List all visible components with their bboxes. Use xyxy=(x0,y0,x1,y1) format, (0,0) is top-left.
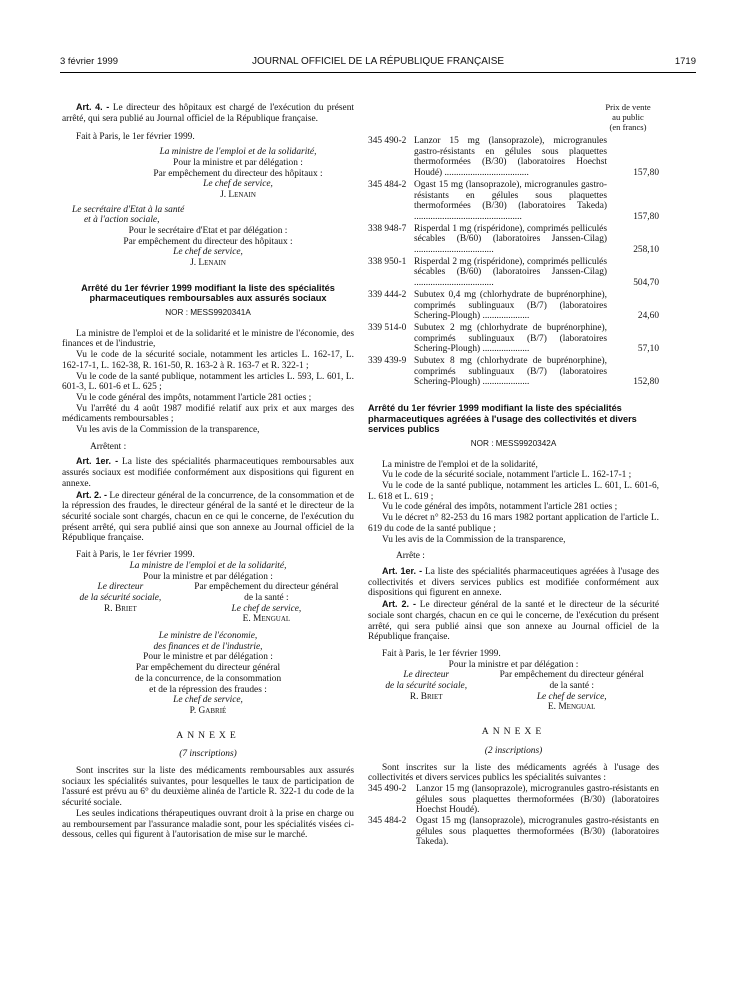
nor-reference-2: NOR : MESS9920342A xyxy=(470,438,557,448)
list-item: 339 439-9 Subutex 8 mg (chlorhydrate de buprénorphine), comprimés sublinguaux (B/7) (laboratoires Schering-Plough) .................... 152,80 xyxy=(368,356,659,388)
product-price-list xyxy=(368,136,659,388)
inscription-list xyxy=(368,784,659,848)
nor-reference-1: NOR : MESS9920341A xyxy=(165,308,251,318)
signature-table-1: Le directeur de la sécurité sociale, R. Briet Par empêchement du directeur général de la santé : Le chef de service, E. Mengual xyxy=(79,582,339,625)
price-column-header: Prix de vente au public (en francs) xyxy=(605,102,651,132)
list-item: 345 490-2 Lanzor 15 mg (lansoprazole), microgranules gastro-résistants en gélules sous plaquettes thermoformées (B/30) (laboratoires Hoechst Houdé) .................................... 157,80 xyxy=(368,136,659,179)
header-rule xyxy=(60,72,696,73)
signature-block-2: Le secrétaire d'Etat à la santé et à l'action sociale, Pour le secrétaire d'Etat et par délégation : Par empêchement du directeur des hôpitaux : Le chef de service, J. Lenain xyxy=(72,204,293,269)
signature-top: Pour la ministre et par délégation : xyxy=(448,659,579,670)
article-1-right: Art. 1er. - La liste des spécialités pharmaceutiques agréées à l'usage des collectivités et divers services publics est modifiée conformément aux dispositions qui figurent en annexe. xyxy=(368,565,659,599)
arrete: Arrête : xyxy=(396,551,425,562)
list-item: 345 490-2 Lanzor 15 mg (lansoprazole), microgranules gastro-résistants en gélules sous plaquettes thermoformées (B/30) (laboratoires Hoechst Houdé). xyxy=(368,783,659,816)
annex-paragraph-right: Sont inscrites sur la liste des médicaments agréés à l'usage des collectivités et divers services publics les spécialités suivantes : xyxy=(368,762,659,784)
signature-table-2: Le directeur de la sécurité sociale, R. Briet Par empêchement du directeur général de la santé : Le chef de service, E. Mengual xyxy=(385,670,644,713)
annex-paragraph-1: Sont inscrites sur la liste des médicaments remboursables aux assurés sociaux les spécialités suivantes, pour lesquelles le taux de participation de l'assuré est prévu au 6° du deuxième alinéa de l'article R. 322-1 du code de la sécurité sociale. xyxy=(62,766,354,809)
visas-1: La ministre de l'emploi et de la solidarité et le ministre de l'économie, des finances et de l'industrie, Vu le code de la sécurité sociale, notamment les articles L. 162-17, L. 162-17-1, L. 162-38, R. 161-50, R. 163-2 à R. 163-7 et R. 322-1 ; Vu le code de la santé publique, notamment les articles L. 593, L. 601, L. 601-3, L. 601-6 et L. 625 ; Vu le code général des impôts, notamment l'article 281 octies ; Vu l'arrêté du 4 août 1987 modifié relatif aux prix et aux marges des médicaments remboursables ; Vu les avis de la Commission de la transparence, xyxy=(62,328,354,436)
signature-block-1: La ministre de l'emploi et de la solidarité, Pour la ministre et par délégation : Par empêchement du directeur des hôpitaux : Le chef de service, J. Lenain xyxy=(153,147,323,200)
annexe-heading-1: ANNEXE xyxy=(176,729,240,741)
article-2-right: Art. 2. - Le directeur général de la santé et le directeur de la sécurité sociale sont chargés, chacun en ce qui le concerne, de l'exécution du présent arrêté, qui sera publié ainsi que son annexe au Journal officiel de la République française. xyxy=(368,599,659,643)
header-date: 3 février 1999 xyxy=(60,56,119,67)
inscriptions-count-1: (7 inscriptions) xyxy=(179,749,237,760)
list-item: 345 484-2 Ogast 15 mg (lansoprazole), microgranules gastro-résistants en gélules sous plaquettes thermoformées (B/30) (laboratoires Takeda) .............................................. 157,80 xyxy=(368,179,659,222)
list-item: 345 484-2 Ogast 15 mg (lansoprazole), microgranules gastro-résistants en gélules sous plaquettes thermoformées (B/30) (laboratoires Takeda). xyxy=(368,816,659,848)
inscriptions-count-2: (2 inscriptions) xyxy=(484,745,543,756)
fait-a-paris-2: Fait à Paris, le 1er février 1999. xyxy=(76,550,195,561)
arretent: Arrêtent : xyxy=(90,441,127,452)
fait-a-paris-3: Fait à Paris, le 1er février 1999. xyxy=(382,648,501,659)
list-item: 339 444-2 Subutex 0,4 mg (chlorhydrate de buprénorphine), comprimés sublinguaux (B/7) (laboratoires Schering-Plough) .................... 24,60 xyxy=(368,289,659,322)
running-header xyxy=(60,56,696,70)
page-number: 1719 xyxy=(674,56,696,67)
article-1: Art. 1er. - La liste des spécialités pharmaceutiques remboursables aux assurés sociaux est modifiée conformément aux dispositions qui figurent en annexe. xyxy=(62,456,355,489)
annexe-heading-2: ANNEXE xyxy=(481,726,546,738)
fait-a-paris: Fait à Paris, le 1er février 1999. xyxy=(76,132,195,143)
article-4: Art. 4. - Le directeur des hôpitaux est chargé de l'exécution du présent arrêté, qui sera publié au Journal officiel de la République française. xyxy=(62,102,355,124)
list-item: 338 950-1 Risperdal 2 mg (rispéridone), comprimés pelliculés sécables (B/60) (laboratoires Janssen-Cilag) .................................. 504,70 xyxy=(368,256,659,289)
left-column xyxy=(62,102,354,841)
list-item: 338 948-7 Risperdal 1 mg (rispéridone), comprimés pelliculés sécables (B/60) (laboratoires Janssen-Cilag) .................................. 258,10 xyxy=(368,223,659,256)
annex-paragraph-2: Les seules indications thérapeutiques ouvrant droit à la prise en charge ou au remboursement par l'assurance maladie sont, pour les spécialités visées ci-dessous, celles qui figurent à l'autorisation de mise sur le marché. xyxy=(62,808,354,841)
visas-2: La ministre de l'emploi et de la solidarité, Vu le code de la sécurité sociale, notamment l'article L. 162-17-1 ; Vu le code de la santé publique, notamment les articles L. 601, L. 601-6, L. 618 et L. 619 ; Vu le code général des impôts, notamment l'article 281 octies ; Vu le décret n° 82-253 du 16 mars 1982 portant application de l'article L. 619 du code de la santé publique ; Vu les avis de la Commission de la transparence, xyxy=(368,459,659,545)
decree-title-2: Arrêté du 1er février 1999 modifiant la liste des spécialités pharmaceutiques agréées à l'usage des collectivités et divers services publics xyxy=(368,403,637,435)
journal-title: JOURNAL OFFICIEL DE LA RÉPUBLIQUE FRANÇAISE xyxy=(251,56,505,67)
right-column xyxy=(368,102,659,848)
decree-title-1: Arrêté du 1er février 1999 modifiant la liste des spécialités pharmaceutiques remboursables aux assurés sociaux xyxy=(81,282,335,304)
signature-block-4: Le ministre de l'économie, des finances et de l'industrie, Pour le ministre et par délégation : Par empêchement du directeur général de la concurrence, de la consommation et de la répression des fraudes : Le chef de service, P. Gabrié xyxy=(134,631,282,716)
article-2: Art. 2. - Le directeur général de la concurrence, de la consommation et de la répression des fraudes, le directeur général de la santé et le directeur de la sécurité sociale sont chargés, chacun en ce qui le concerne, de l'exécution du présent arrêté, qui sera publié ainsi que son annexe au Journal officiel de la République française. xyxy=(62,489,354,544)
list-item: 339 514-0 Subutex 2 mg (chlorhydrate de buprénorphine), comprimés sublinguaux (B/7) (laboratoires Schering-Plough) .................... 57,10 xyxy=(368,322,659,355)
signature-block-3: La ministre de l'emploi et de la solidarité, Pour la ministre et par délégation : xyxy=(129,560,287,582)
